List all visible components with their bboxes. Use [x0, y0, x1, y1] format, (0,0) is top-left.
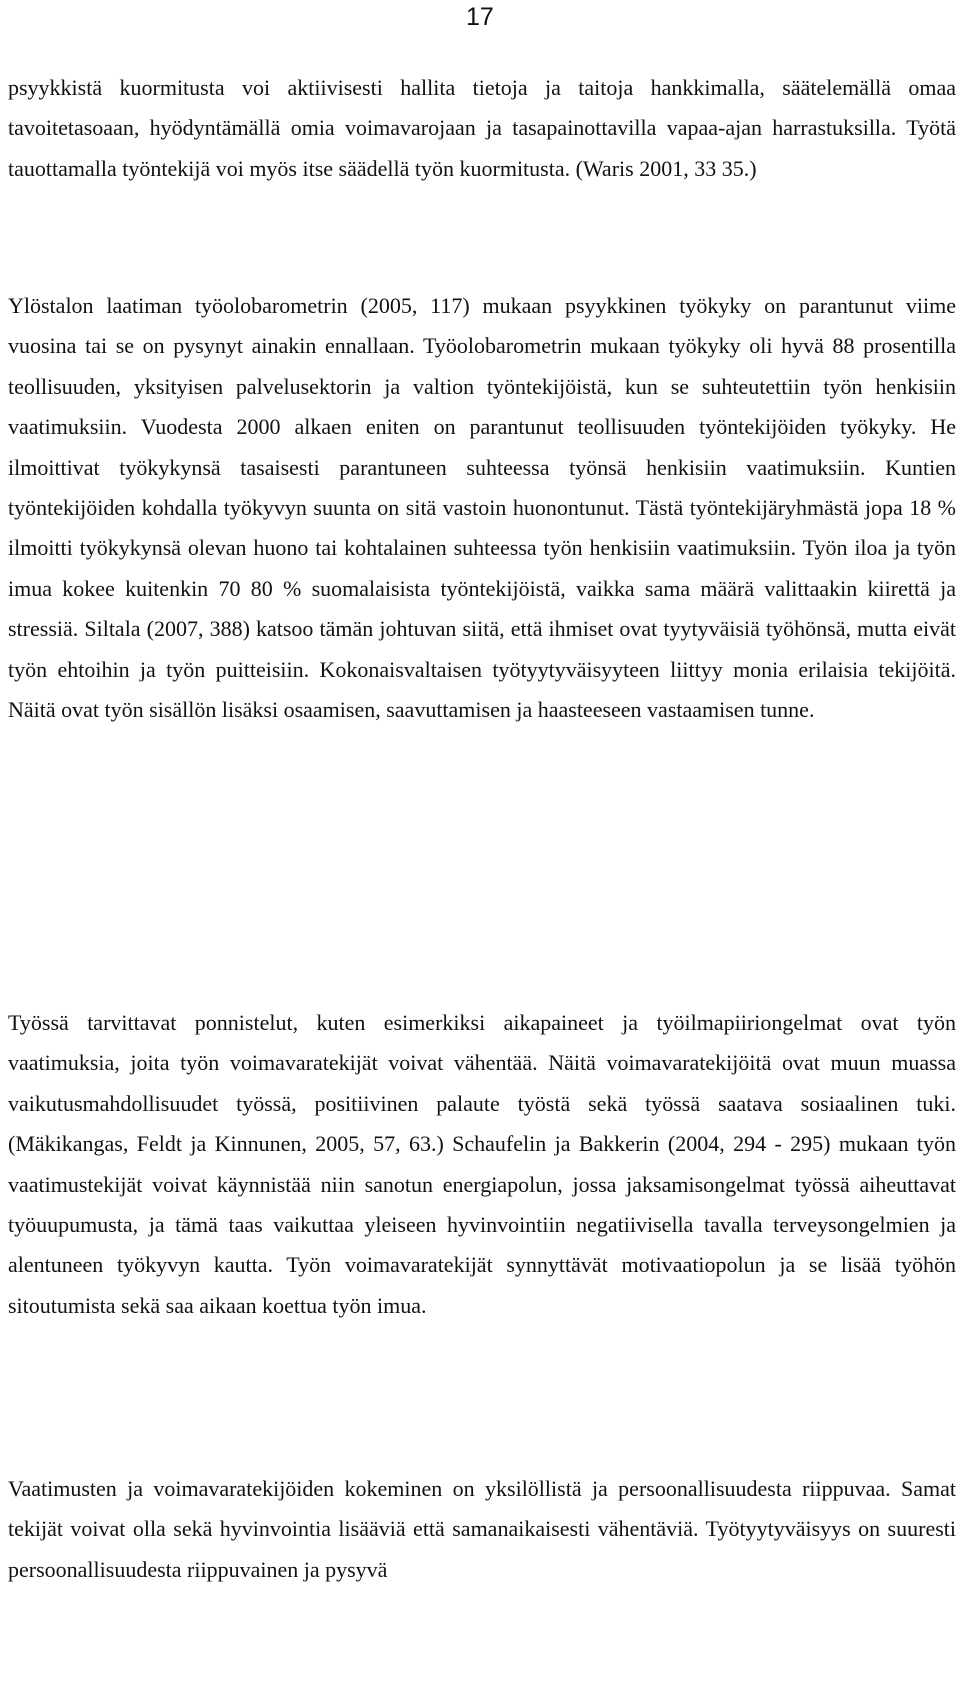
body-paragraph-1: psyykkistä kuormitusta voi aktiivisesti hallita tietoja ja taitoja hankkimalla, säätelemällä omaa tavoitetasoaan, hyödyntämällä omia voimavarojaan ja tasapainottavilla vapaa-ajan harrastuksilla. Työtä tauottamalla työntekijä voi myös itse säädellä työn kuormitusta. (Waris 2001, 33 35.)	[8, 75, 956, 181]
body-paragraph-3: Työssä tarvittavat ponnistelut, kuten esimerkiksi aikapaineet ja työilmapiiriongelmat ovat työn vaatimuksia, joita työn voimavaratekijät voivat vähentää. Näitä voimavaratekijöitä ovat muun muassa vaikutusmahdollisuudet työssä, positiivinen palaute työstä sekä työssä saatava sosiaalinen tuki. (Mäkikangas, Feldt ja Kinnunen, 2005, 57, 63.) Schaufelin ja Bakkerin (2004, 294 - 295) mukaan työn vaatimustekijät voivat käynnistää niin sanotun energiapolun, jossa jaksamisongelmat työssä aiheuttavat työuupumusta, ja tämä taas vaikuttaa yleiseen hyvinvointiin negatiivisella tavalla terveysongelmien ja alentuneen työkyvyn kautta. Työn voimavaratekijät synnyttävät motivaatiopolun ja se lisää työhön sitoutumista sekä saa aikaan koettua työn imua.	[8, 1010, 956, 1318]
body-paragraph-2: Ylöstalon laatiman työolobarometrin (2005, 117) mukaan psyykkinen työkyky on parantunut viime vuosina tai se on pysynyt ainakin ennallaan. Työolobarometrin mukaan työkyky oli hyvä 88 prosentilla teollisuuden, yksityisen palvelusektorin ja valtion työntekijöistä, kun se suhteutettiin työn henkisiin vaatimuksiin. Vuodesta 2000 alkaen eniten on parantunut teollisuuden työntekijöiden työkyky. He ilmoittivat työkykynsä tasaisesti parantuneen suhteessa työnsä henkisiin vaatimuksiin. Kuntien työntekijöiden kohdalla työkyvyn suunta on sitä vastoin huonontunut. Tästä työntekijäryhmästä jopa 18 % ilmoitti työkykynsä olevan huono tai kohtalainen suhteessa työn henkisiin vaatimuksiin. Työn iloa ja työn imua kokee kuitenkin 70 80 % suomalaisista työntekijöistä, vaikka sama määrä valittaakin kiirettä ja stressiä. Siltala (2007, 388) katsoo tämän johtuvan siitä, että ihmiset ovat tyytyväisiä työhönsä, mutta eivät työn ehtoihin ja työn puitteisiin. Kokonaisvaltaisen työtyytyväisyyteen liittyy monia erilaisia tekijöitä. Näitä ovat työn sisällön lisäksi osaamisen, saavuttamisen ja haasteeseen vastaamisen tunne.	[8, 293, 956, 723]
body-paragraph-4: Vaatimusten ja voimavaratekijöiden kokeminen on yksilöllistä ja persoonallisuudesta riippuvaa. Samat tekijät voivat olla sekä hyvinvointia lisääviä että samanaikaisesti vähentäviä. Työtyytyväisyys on suuresti persoonallisuudesta riippuvainen ja pysyvä	[8, 1476, 956, 1582]
page-number: 17	[466, 3, 494, 31]
